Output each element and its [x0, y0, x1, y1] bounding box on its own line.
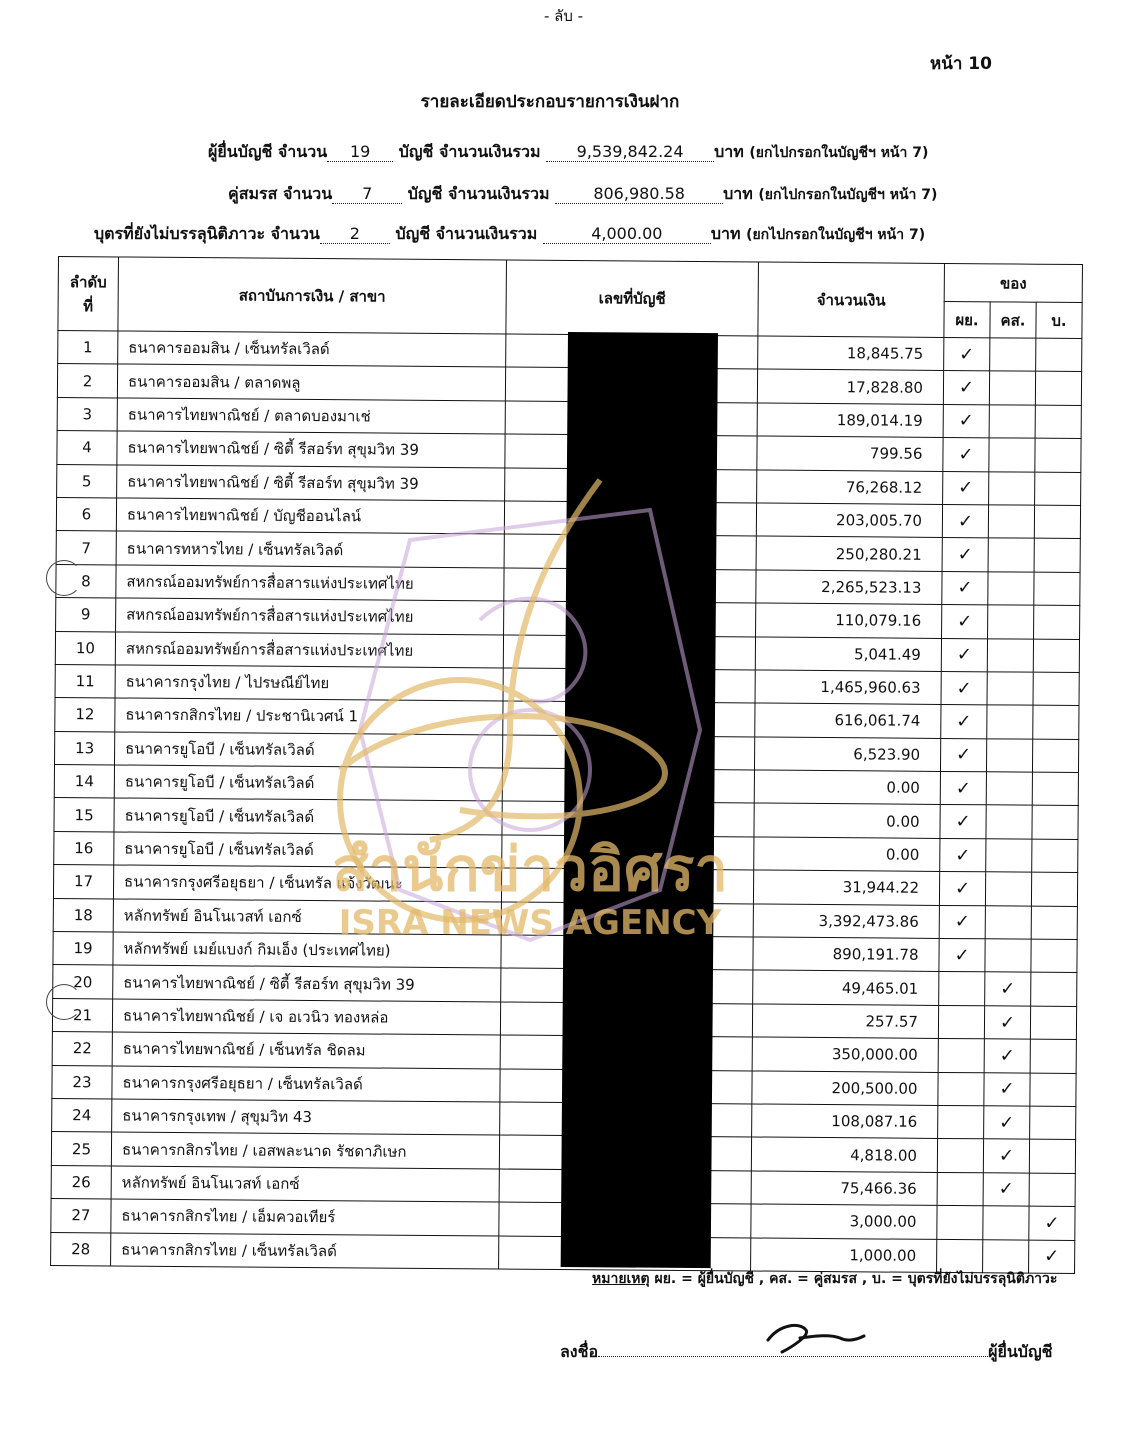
row-amount: 17,828.80 [757, 369, 943, 404]
watermark-english: ISRA NEWS AGENCY [338, 903, 722, 943]
row-owner-child [1030, 1106, 1076, 1140]
row-owner-self-check-icon: ✓ [944, 337, 990, 371]
row-owner-child [1030, 1073, 1076, 1107]
row-owner-child [1032, 806, 1078, 840]
row-number: 26 [51, 1165, 111, 1199]
row-amount: 616,061.74 [755, 703, 941, 738]
row-number: 9 [56, 598, 116, 632]
row-number: 11 [55, 664, 115, 698]
row-number: 15 [54, 798, 114, 832]
row-owner-self-check-icon: ✓ [940, 772, 986, 806]
header-order-line1: ลำดับ [69, 272, 107, 291]
row-owner-self-check-icon: ✓ [941, 671, 987, 705]
row-owner-self-check-icon: ✓ [943, 471, 989, 505]
row-amount: 108,087.16 [752, 1104, 938, 1139]
footnote-text: ผย. = ผู้ยื่นบัญชี , คส. = คู่สมรส , บ. = บุตรที่ยังไม่บรรลุนิติภาวะ [654, 1271, 1058, 1287]
summary-total: 806,980.58 [555, 184, 723, 204]
footnote-label: หมายเหตุ [592, 1271, 650, 1287]
sign-label: ลงชื่อ [560, 1342, 599, 1361]
row-owner-self-check-icon: ✓ [942, 504, 988, 538]
row-owner-spouse [985, 939, 1031, 973]
row-number: 18 [53, 898, 113, 932]
row-owner-spouse [985, 872, 1031, 906]
row-institution: ธนาคารกรุงศรีอยุธยา / เซ็นทรัลเวิลด์ [112, 1066, 500, 1102]
summary-unit: บัญชี [395, 224, 431, 243]
row-number: 19 [53, 932, 113, 966]
row-institution: ธนาคารยูโอบี / เซ็นทรัลเวิลด์ [114, 765, 502, 801]
summary-count: 7 [332, 184, 402, 204]
row-amount: 6,523.90 [754, 737, 940, 772]
summary-count: 2 [320, 224, 390, 244]
watermark-thai: สำนักข่าวอิศรา [331, 835, 729, 905]
row-institution: ธนาคารออมสิน / ตลาดพลู [117, 364, 505, 400]
row-owner-self-check-icon: ✓ [942, 571, 988, 605]
row-owner-spouse-check-icon: ✓ [983, 1173, 1029, 1207]
row-number: 16 [54, 831, 114, 865]
summary-line-filer [208, 140, 928, 165]
row-owner-child [1033, 705, 1079, 739]
row-institution: ธนาคารกสิกรไทย / ประชานิเวศน์ 1 [115, 698, 503, 734]
summary-total-label: จำนวนเงินรวม [447, 184, 550, 203]
row-owner-self-check-icon: ✓ [943, 438, 989, 472]
row-amount: 799.56 [757, 436, 943, 471]
summary-unit: บัญชี [398, 142, 434, 161]
row-owner-spouse [986, 738, 1032, 772]
row-amount: 31,944.22 [753, 870, 939, 905]
row-institution: สหกรณ์ออมทรัพย์การสื่อสารแห่งประเทศไทย [115, 631, 503, 667]
row-amount: 3,000.00 [751, 1204, 937, 1239]
row-owner-spouse [990, 338, 1036, 372]
row-amount: 3,392,473.86 [753, 904, 939, 939]
summary-count-label: จำนวน [277, 142, 328, 161]
row-institution: ธนาคารยูโอบี / เซ็นทรัลเวิลด์ [115, 732, 503, 768]
row-owner-self-check-icon: ✓ [943, 371, 989, 405]
row-owner-child [1035, 405, 1081, 439]
row-owner-child [1029, 1173, 1075, 1207]
row-owner-child [1034, 539, 1080, 573]
row-institution: ธนาคารไทยพาณิชย์ / ซิตี้ รีสอร์ท สุขุมวิท 39 [113, 965, 501, 1001]
row-owner-self-check-icon: ✓ [940, 738, 986, 772]
summary-line-child [94, 222, 925, 247]
row-owner-spouse-check-icon: ✓ [985, 972, 1031, 1006]
summary-who: ผู้ยื่นบัญชี [208, 142, 273, 161]
row-institution: สหกรณ์ออมทรัพย์การสื่อสารแห่งประเทศไทย [116, 598, 504, 634]
handwritten-signature [760, 1318, 870, 1358]
row-institution: ธนาคารยูโอบี / เซ็นทรัลเวิลด์ [114, 832, 502, 868]
row-institution: ธนาคารไทยพาณิชย์ / เซ็นทรัล ชิดลม [112, 1032, 500, 1068]
row-owner-child [1030, 1006, 1076, 1040]
row-institution: หลักทรัพย์ เมย์แบงก์ กิมเอ็ง (ประเทศไทย) [113, 932, 501, 968]
row-owner-child [1034, 505, 1080, 539]
row-owner-spouse-check-icon: ✓ [983, 1139, 1029, 1173]
row-institution: ธนาคารไทยพาณิชย์ / ซิตี้ รีสอร์ท สุขุมวิท 39 [117, 465, 505, 501]
header-owner-child: บ. [1036, 302, 1082, 338]
row-owner-self-check-icon: ✓ [939, 872, 985, 906]
row-owner-spouse [988, 505, 1034, 539]
row-owner-spouse [989, 371, 1035, 405]
redaction-bar [561, 332, 718, 1268]
row-amount: 203,005.70 [756, 503, 942, 538]
row-owner-child [1033, 672, 1079, 706]
row-number: 17 [53, 865, 113, 899]
row-owner-self-check-icon: ✓ [943, 404, 989, 438]
row-number: 3 [57, 397, 117, 431]
row-owner-child-check-icon: ✓ [1029, 1240, 1075, 1274]
row-owner-spouse-check-icon: ✓ [984, 1039, 1030, 1073]
row-number: 2 [57, 364, 117, 398]
row-owner-child [1031, 872, 1077, 906]
row-owner-spouse-check-icon: ✓ [984, 1006, 1030, 1040]
row-owner-child [1031, 906, 1077, 940]
signer-role: ผู้ยื่นบัญชี [988, 1342, 1053, 1361]
row-owner-self [938, 1005, 984, 1039]
row-owner-child [1029, 1140, 1075, 1174]
summary-currency: บาท [714, 142, 744, 161]
header-order-line2: ที่ [83, 296, 94, 315]
row-institution: หลักทรัพย์ อินโนเวสท์ เอกซ์ [113, 899, 501, 935]
row-owner-spouse [986, 772, 1032, 806]
row-institution: ธนาคารออมสิน / เซ็นทรัลเวิลด์ [118, 331, 506, 367]
summary-who: คู่สมรส [228, 184, 278, 203]
punch-hole-mark [46, 984, 82, 1020]
row-amount: 18,845.75 [758, 336, 944, 371]
row-owner-self-check-icon: ✓ [942, 605, 988, 639]
row-owner-child-check-icon: ✓ [1029, 1206, 1075, 1240]
row-owner-spouse [983, 1206, 1029, 1240]
row-number: 6 [56, 497, 116, 531]
row-owner-spouse [989, 471, 1035, 505]
row-owner-spouse [988, 605, 1034, 639]
row-institution: ธนาคารกรุงศรีอยุธยา / เซ็นทรัล แจ้งวัฒนะ [113, 865, 501, 901]
summary-unit: บัญชี [407, 184, 443, 203]
row-number: 27 [51, 1199, 111, 1233]
row-owner-child [1036, 338, 1082, 372]
row-number: 24 [52, 1098, 112, 1132]
document-title: รายละเอียดประกอบรายการเงินฝาก [420, 92, 680, 112]
row-owner-self [937, 1172, 983, 1206]
row-owner-spouse [987, 638, 1033, 672]
row-number: 22 [52, 1032, 112, 1066]
row-owner-spouse [987, 672, 1033, 706]
row-number: 21 [52, 998, 112, 1032]
row-number: 5 [57, 464, 117, 498]
row-owner-spouse-check-icon: ✓ [984, 1072, 1030, 1106]
row-owner-self [939, 972, 985, 1006]
row-owner-spouse [988, 538, 1034, 572]
row-amount: 250,280.21 [756, 536, 942, 571]
summary-total-label: จำนวนเงินรวม [438, 142, 541, 161]
header-order [58, 257, 119, 331]
row-owner-spouse [989, 438, 1035, 472]
row-number: 7 [56, 531, 116, 565]
row-amount: 0.00 [754, 770, 940, 805]
row-number: 1 [58, 331, 118, 365]
header-institution: สถาบันการเงิน / สาขา [118, 257, 507, 334]
header-amount: จำนวนเงิน [758, 262, 945, 337]
row-owner-spouse [986, 805, 1032, 839]
row-number: 8 [56, 564, 116, 598]
row-amount: 1,000.00 [751, 1238, 937, 1273]
row-owner-child [1035, 372, 1081, 406]
summary-total-label: จำนวนเงินรวม [435, 224, 538, 243]
row-owner-child [1035, 438, 1081, 472]
footnote [592, 1268, 1057, 1290]
row-owner-child [1035, 472, 1081, 506]
header-owner-spouse: คส. [990, 302, 1036, 338]
row-institution: ธนาคารกสิกรไทย / เอ็มควอเทียร์ [111, 1199, 499, 1235]
row-owner-self-check-icon: ✓ [940, 838, 986, 872]
row-institution: ธนาคารไทยพาณิชย์ / ตลาดบองมาเช่ [117, 398, 505, 434]
row-amount: 76,268.12 [757, 470, 943, 505]
summary-currency: บาท [723, 184, 753, 203]
row-owner-child [1031, 973, 1077, 1007]
row-amount: 75,466.36 [751, 1171, 937, 1206]
row-owner-self-check-icon: ✓ [941, 705, 987, 739]
row-amount: 5,041.49 [755, 637, 941, 672]
classification-label: - ลับ - [543, 7, 584, 25]
row-institution: ธนาคารไทยพาณิชย์ / บัญชีออนไลน์ [116, 498, 504, 534]
summary-count: 19 [327, 142, 393, 162]
summary-total: 9,539,842.24 [546, 142, 714, 162]
row-institution: ธนาคารไทยพาณิชย์ / ซิตี้ รีสอร์ท สุขุมวิท 39 [117, 431, 505, 467]
punch-hole-mark [46, 560, 82, 596]
row-owner-child [1032, 739, 1078, 773]
row-number: 23 [52, 1065, 112, 1099]
row-owner-self-check-icon: ✓ [940, 805, 986, 839]
row-amount: 2,265,523.13 [756, 570, 942, 605]
row-amount: 257.57 [752, 1004, 938, 1039]
row-owner-child [1034, 605, 1080, 639]
row-amount: 49,465.01 [753, 970, 939, 1005]
row-owner-self [938, 1072, 984, 1106]
row-number: 14 [54, 765, 114, 799]
summary-total: 4,000.00 [543, 224, 711, 244]
row-owner-spouse [987, 705, 1033, 739]
row-institution: ธนาคารยูโอบี / เซ็นทรัลเวิลด์ [114, 798, 502, 834]
row-owner-spouse [989, 405, 1035, 439]
row-institution: ธนาคารกสิกรไทย / เซ็นทรัลเวิลด์ [111, 1232, 499, 1268]
summary-note: (ยกไปกรอกในบัญชีฯ หน้า 7) [758, 187, 938, 203]
page-number: หน้า 10 [930, 54, 992, 74]
row-number: 25 [51, 1132, 111, 1166]
row-institution: ธนาคารกรุงไทย / ไปรษณีย์ไทย [115, 665, 503, 701]
row-owner-spouse [985, 905, 1031, 939]
row-owner-self-check-icon: ✓ [942, 538, 988, 572]
row-owner-spouse-check-icon: ✓ [984, 1106, 1030, 1140]
summary-line-spouse [228, 182, 937, 207]
row-amount: 189,014.19 [757, 403, 943, 438]
header-account-no: เลขที่บัญชี [506, 260, 759, 336]
row-amount: 1,465,960.63 [755, 670, 941, 705]
row-owner-self [937, 1206, 983, 1240]
row-amount: 0.00 [754, 803, 940, 838]
row-owner-self-check-icon: ✓ [939, 905, 985, 939]
row-institution: ธนาคารทหารไทย / เซ็นทรัลเวิลด์ [116, 531, 504, 567]
row-amount: 200,500.00 [752, 1071, 938, 1106]
row-institution: ธนาคารกสิกรไทย / เอสพละนาด รัชดาภิเษก [111, 1132, 499, 1168]
row-institution: หลักทรัพย์ อินโนเวสท์ เอกซ์ [111, 1166, 499, 1202]
row-number: 10 [55, 631, 115, 665]
row-owner-child [1032, 839, 1078, 873]
row-owner-self [937, 1139, 983, 1173]
row-amount: 890,191.78 [753, 937, 939, 972]
row-amount: 0.00 [754, 837, 940, 872]
row-owner-child [1032, 772, 1078, 806]
summary-count-label: จำนวน [270, 224, 320, 243]
row-owner-spouse [988, 572, 1034, 606]
header-owner-self: ผย. [944, 301, 990, 337]
row-owner-self-check-icon: ✓ [941, 638, 987, 672]
row-institution: ธนาคารกรุงเทพ / สุขุมวิท 43 [112, 1099, 500, 1135]
summary-note: (ยกไปกรอกในบัญชีฯ หน้า 7) [749, 145, 929, 161]
row-owner-self [938, 1105, 984, 1139]
row-owner-spouse [986, 839, 1032, 873]
row-institution: ธนาคารไทยพาณิชย์ / เจ อเวนิว ทองหล่อ [112, 999, 500, 1035]
row-institution: สหกรณ์ออมทรัพย์การสื่อสารแห่งประเทศไทย [116, 565, 504, 601]
row-owner-child [1030, 1039, 1076, 1073]
row-number: 28 [51, 1232, 111, 1266]
row-owner-self [938, 1039, 984, 1073]
summary-who: บุตรที่ยังไม่บรรลุนิติภาวะ [94, 224, 266, 243]
summary-currency: บาท [710, 224, 741, 243]
row-owner-self-check-icon: ✓ [939, 938, 985, 972]
row-number: 4 [57, 431, 117, 465]
row-amount: 4,818.00 [751, 1137, 937, 1172]
row-owner-child [1031, 939, 1077, 973]
row-number: 12 [55, 698, 115, 732]
summary-count-label: จำนวน [282, 184, 333, 203]
summary-note: (ยกไปกรอกในบัญชีฯ หน้า 7) [746, 227, 926, 243]
row-amount: 350,000.00 [752, 1037, 938, 1072]
header-owner-group: ของ [944, 263, 1082, 302]
row-owner-child [1034, 572, 1080, 606]
row-number: 20 [53, 965, 113, 999]
row-amount: 110,079.16 [756, 603, 942, 638]
row-owner-child [1033, 639, 1079, 673]
row-number: 13 [55, 731, 115, 765]
